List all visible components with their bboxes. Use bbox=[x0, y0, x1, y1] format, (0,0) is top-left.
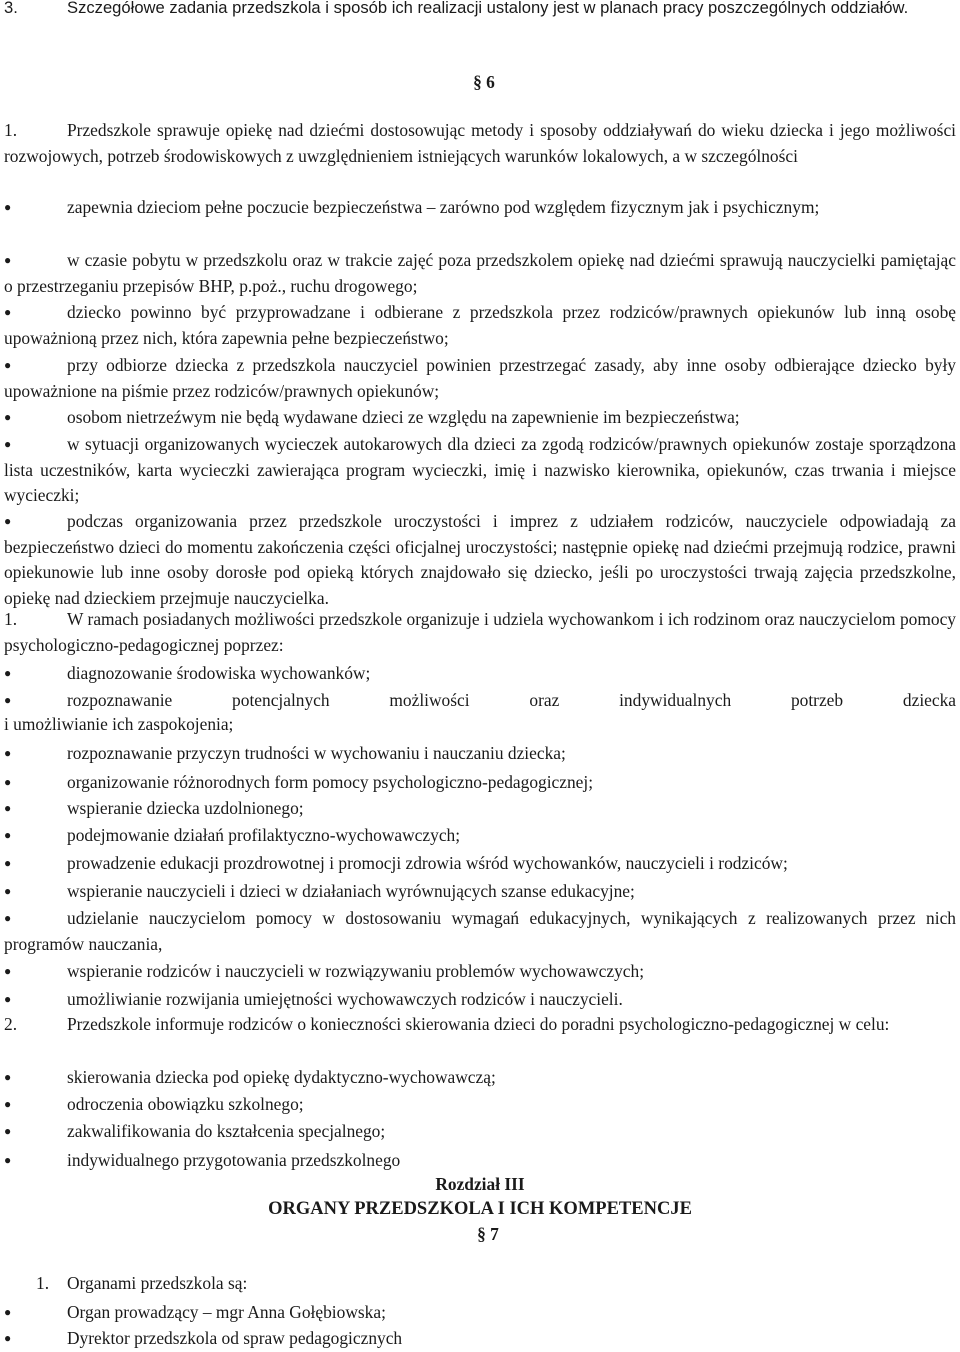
bullet-icon: ● bbox=[4, 828, 12, 842]
list-item-continuation: i umożliwianie ich zaspokojenia; bbox=[4, 714, 234, 734]
list-item: ● skierowania dziecka pod opiekę dydaktyczno-wychowawczą; bbox=[4, 1065, 956, 1091]
bullet-icon: ● bbox=[4, 1305, 12, 1319]
list-item: ● podczas organizowania przez przedszkole uroczystości i imprez z udziałem rodziców, nauczyciele odpowiadają za bezpieczeństwo dzieci do momentu zakończenia części oficjalnej uroczystości; następnie opiekę nad dziećmi przejmują rodzice, prawni opiekunowie lub inne osoby dorosłe pod opieką których znajdowało się dziecko, jeśli po uroczystości trwają zajęcia przedszkolne, opiekę nad dzieckiem przejmuje nauczycielka. bbox=[4, 511, 956, 608]
list-item: ● Organ prowadzący – mgr Anna Gołębiowska; bbox=[4, 1300, 956, 1326]
bullet-icon: ● bbox=[4, 1153, 12, 1167]
bullet-icon: ● bbox=[4, 514, 12, 528]
list-item: ● organizowanie różnorodnych form pomocy psychologiczno-pedagogicznej; bbox=[4, 770, 956, 796]
bullet-icon: ● bbox=[4, 801, 12, 815]
list-item: ● przy odbiorze dziecka z przedszkola nauczyciel powinien przestrzegać zasady, aby inne osoby odbierające dziecko były upoważnione na piśmie przez rodziców/prawnych opiekunów; bbox=[4, 355, 956, 401]
list-item: ● wspieranie dziecka uzdolnionego; bbox=[4, 796, 956, 822]
list-item: ● prowadzenie edukacji prozdrowotnej i promocji zdrowia wśród wychowanków, nauczycieli i rodziców; bbox=[4, 851, 956, 877]
section-paragraph-mark: § 7 bbox=[477, 1224, 499, 1244]
paragraph-4: 1. Organami przedszkola są: bbox=[36, 1273, 248, 1293]
bullet-icon: ● bbox=[4, 666, 12, 680]
list-item: ● zapewnia dzieciom pełne poczucie bezpieczeństwa – zarówno pod względem fizycznym jak i psychicznym; bbox=[4, 195, 956, 221]
list-item: ● rozpoznawanie przyczyn trudności w wychowaniu i nauczaniu dziecka; bbox=[4, 741, 956, 767]
bullet-icon: ● bbox=[4, 856, 12, 870]
bullet-icon: ● bbox=[4, 437, 12, 451]
item-number: 3. bbox=[4, 0, 18, 17]
list-item: ● w sytuacji organizowanych wycieczek autokarowych dla dzieci za zgodą rodziców/prawnych opiekunów zostaje sporządzona lista uczestników, karta wycieczki zawierająca program wycieczki, imię i nazwisko kierownika, opiekunów, czas trwania i miejsce wycieczki; bbox=[4, 434, 956, 506]
list-item: ● w czasie pobytu w przedszkolu oraz w trakcie zajęć poza przedszkolem opiekę nad dziećmi sprawują nauczycielki pamiętając o przestrzeganiu przepisów BHP, p.poż., ruchu drogowego; bbox=[4, 250, 956, 296]
list-item: ● Dyrektor przedszkola od spraw pedagogicznych bbox=[4, 1326, 956, 1352]
bullet-icon: ● bbox=[4, 358, 12, 372]
list-item: ● umożliwianie rozwijania umiejętności wychowawczych rodziców i nauczycieli. bbox=[4, 987, 956, 1013]
bullet-icon: ● bbox=[4, 1097, 12, 1111]
bullet-icon: ● bbox=[4, 1124, 12, 1138]
bullet-icon: ● bbox=[4, 200, 12, 214]
section-paragraph-mark: § 6 bbox=[473, 72, 495, 92]
bullet-icon: ● bbox=[4, 884, 12, 898]
list-item: ● dziecko powinno być przyprowadzane i odbierane z przedszkola przez rodziców/prawnych opiekunów lub inną osobę upoważnioną przez nich, która zapewnia pełne bezpieczeństwo; bbox=[4, 302, 956, 348]
list-item: ● osobom nietrzeźwym nie będą wydawane dzieci ze względu na zapewnienie im bezpieczeństwa; bbox=[4, 405, 956, 431]
list-item: ● wspieranie nauczycieli i dzieci w działaniach wyrównujących szanse edukacyjne; bbox=[4, 879, 956, 905]
bullet-icon: ● bbox=[4, 775, 12, 789]
bullet-icon: ● bbox=[4, 305, 12, 319]
list-item: ● diagnozowanie środowiska wychowanków; bbox=[4, 661, 956, 687]
paragraph-3: 2. Przedszkole informuje rodziców o konieczności skierowania dzieci do poradni psychologiczno-pedagogicznej w celu: bbox=[4, 1014, 890, 1034]
list-item: ● odroczenia obowiązku szkolnego; bbox=[4, 1092, 956, 1118]
paragraph-1: 1. Przedszkole sprawuje opiekę nad dziećmi dostosowując metody i sposoby oddziaływań do wieku dziecka i jego możliwości rozwojowych, potrzeb środowiskowych z uwzględnieniem istniejących warunków lokalowych, a w szczególności bbox=[4, 120, 956, 166]
chapter-subtitle: ORGANY PRZEDSZKOLA I ICH KOMPETENCJE bbox=[268, 1199, 692, 1219]
item-text: Szczegółowe zadania przedszkola i sposób ich realizacji ustalony jest w planach pracy poszczególnych oddziałów. bbox=[67, 0, 909, 17]
bullet-icon: ● bbox=[4, 253, 12, 267]
list-item: ● indywidualnego przygotowania przedszkolnego bbox=[4, 1148, 956, 1174]
bullet-icon: ● bbox=[4, 1070, 12, 1084]
list-item: ● podejmowanie działań profilaktyczno-wychowawczych; bbox=[4, 823, 956, 849]
bullet-icon: ● bbox=[4, 911, 12, 925]
paragraph-2: 1. W ramach posiadanych możliwości przedszkole organizuje i udziela wychowankom i ich rodzinom oraz nauczycielom pomocy psychologiczno-pedagogicznej poprzez: bbox=[4, 609, 956, 655]
list-item: ● udzielanie nauczycielom pomocy w dostosowaniu wymagań edukacyjnych, wynikających z realizowanych przez nich programów nauczania, bbox=[4, 908, 956, 954]
list-item: ● wspieranie rodziców i nauczycieli w rozwiązywaniu problemów wychowawczych; bbox=[4, 959, 956, 985]
bullet-icon: ● bbox=[4, 410, 12, 424]
bullet-icon: ● bbox=[4, 964, 12, 978]
bullet-icon: ● bbox=[4, 1331, 12, 1345]
list-item: ● zakwalifikowania do kształcenia specjalnego; bbox=[4, 1119, 956, 1145]
bullet-icon: ● bbox=[4, 746, 12, 760]
bullet-icon: ● bbox=[4, 693, 12, 707]
list-item: ● rozpoznawanie potencjalnych możliwości oraz indywidualnych potrzeb dziecka bbox=[4, 688, 956, 714]
chapter-title: Rozdział III bbox=[435, 1174, 525, 1194]
bullet-icon: ● bbox=[4, 992, 12, 1006]
list-item-3 bbox=[4, 0, 956, 21]
